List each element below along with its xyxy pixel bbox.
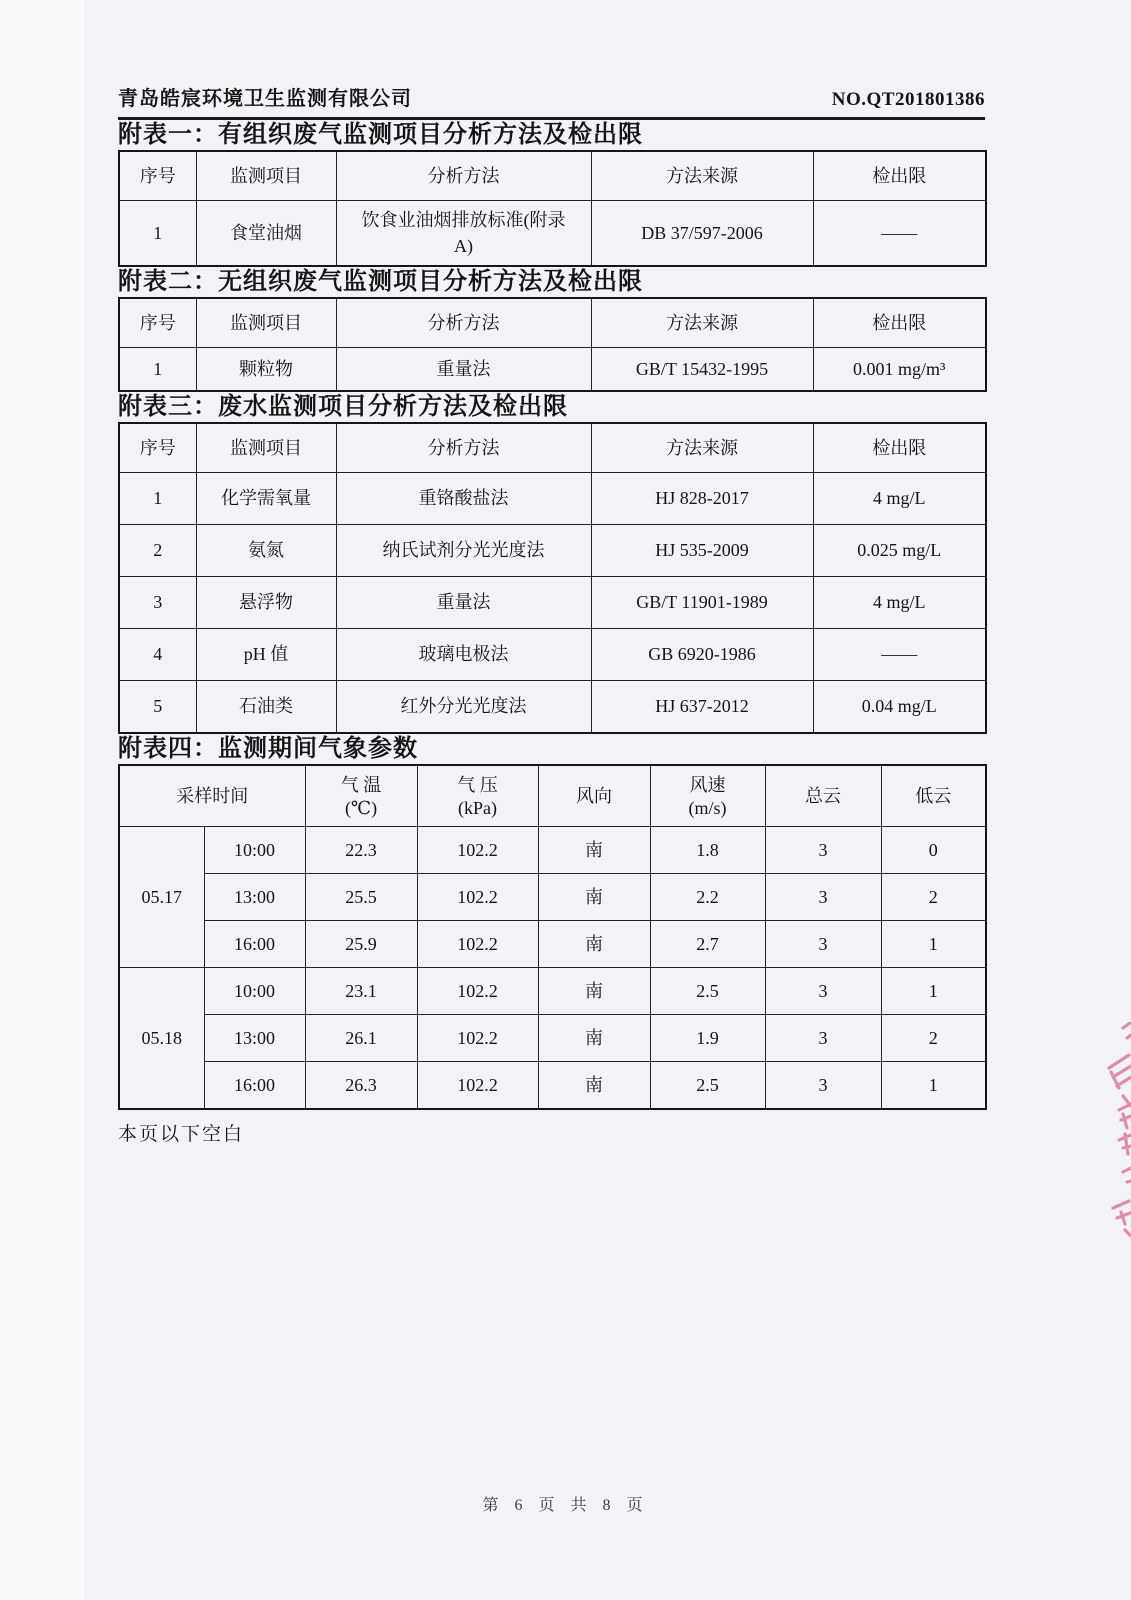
column-unit: (m/s) <box>688 798 727 818</box>
column-header-limit: 检出限 <box>813 298 986 348</box>
cell-date: 05.18 <box>119 968 204 1110</box>
table-row <box>119 827 986 874</box>
cell-date: 05.17 <box>119 827 204 968</box>
section-title-fugitive-gas: 附表二：无组织废气监测项目分析方法及检出限 <box>118 269 643 295</box>
partial-stamp-mark <box>1083 1022 1131 1240</box>
column-header-low-cloud: 低云 <box>881 765 986 827</box>
cell-wind-direction: 南 <box>538 1015 650 1062</box>
column-header-limit: 检出限 <box>813 423 986 473</box>
table-row <box>119 348 986 392</box>
cell-temperature: 26.3 <box>305 1062 417 1110</box>
cell-time: 13:00 <box>204 1015 305 1062</box>
cell-limit: —— <box>813 629 986 681</box>
table-weather <box>118 764 987 1110</box>
cell-limit: 0.04 mg/L <box>813 681 986 734</box>
cell-total-cloud: 3 <box>765 827 881 874</box>
cell-time: 16:00 <box>204 1062 305 1110</box>
cell-item: 化学需氧量 <box>196 473 336 525</box>
column-header-source: 方法来源 <box>591 151 813 201</box>
cell-item: pH 值 <box>196 629 336 681</box>
page-content <box>118 82 985 1146</box>
cell-source: HJ 535-2009 <box>591 525 813 577</box>
cell-item: 食堂油烟 <box>196 201 336 267</box>
column-header-wind-speed <box>650 765 765 827</box>
cell-pressure: 102.2 <box>417 921 538 968</box>
column-header-item: 监测项目 <box>196 151 336 201</box>
column-header-source: 方法来源 <box>591 423 813 473</box>
page-number: 第 6 页 共 8 页 <box>482 1497 649 1514</box>
cell-temperature: 26.1 <box>305 1015 417 1062</box>
cell-time: 10:00 <box>204 827 305 874</box>
cell-seq: 5 <box>119 681 196 734</box>
column-header-temperature <box>305 765 417 827</box>
cell-pressure: 102.2 <box>417 1062 538 1110</box>
cell-item: 氨氮 <box>196 525 336 577</box>
cell-total-cloud: 3 <box>765 921 881 968</box>
cell-low-cloud: 2 <box>881 1015 986 1062</box>
column-header-seq: 序号 <box>119 423 196 473</box>
table-fugitive-gas <box>118 297 987 392</box>
cell-limit: 4 mg/L <box>813 473 986 525</box>
cell-low-cloud: 2 <box>881 874 986 921</box>
cell-wind-speed: 1.9 <box>650 1015 765 1062</box>
cell-wind-speed: 2.2 <box>650 874 765 921</box>
cell-wind-direction: 南 <box>538 874 650 921</box>
table-organized-gas <box>118 150 987 267</box>
table-row <box>119 1062 986 1110</box>
cell-temperature: 22.3 <box>305 827 417 874</box>
column-label: 气 压 <box>457 775 498 795</box>
cell-time: 13:00 <box>204 874 305 921</box>
column-header-method: 分析方法 <box>336 423 591 473</box>
table-row <box>119 525 986 577</box>
column-header-pressure <box>417 765 538 827</box>
column-header-wind-direction: 风向 <box>538 765 650 827</box>
cell-method: 玻璃电极法 <box>336 629 591 681</box>
table-row <box>119 473 986 525</box>
cell-limit: 0.025 mg/L <box>813 525 986 577</box>
column-header-item: 监测项目 <box>196 423 336 473</box>
cell-low-cloud: 1 <box>881 1062 986 1110</box>
cell-source: HJ 637-2012 <box>591 681 813 734</box>
column-header-total-cloud: 总云 <box>765 765 881 827</box>
cell-time: 16:00 <box>204 921 305 968</box>
table-header-row <box>119 298 986 348</box>
column-unit: (kPa) <box>458 798 497 818</box>
section-title-weather: 附表四：监测期间气象参数 <box>118 736 418 762</box>
cell-low-cloud: 1 <box>881 968 986 1015</box>
column-header-limit: 检出限 <box>813 151 986 201</box>
cell-wind-direction: 南 <box>538 921 650 968</box>
cell-limit: —— <box>813 201 986 267</box>
cell-source: DB 37/597-2006 <box>591 201 813 267</box>
column-label: 风速 <box>689 775 726 795</box>
cell-method: 饮食业油烟排放标准(附录A) <box>336 201 591 267</box>
cell-seq: 4 <box>119 629 196 681</box>
section-title-organized-gas: 附表一：有组织废气监测项目分析方法及检出限 <box>118 122 643 148</box>
cell-limit: 4 mg/L <box>813 577 986 629</box>
table-row <box>119 681 986 734</box>
cell-pressure: 102.2 <box>417 1015 538 1062</box>
cell-seq: 1 <box>119 348 196 392</box>
table-row <box>119 577 986 629</box>
column-header-method: 分析方法 <box>336 298 591 348</box>
cell-seq: 3 <box>119 577 196 629</box>
cell-wind-direction: 南 <box>538 968 650 1015</box>
cell-temperature: 23.1 <box>305 968 417 1015</box>
column-header-item: 监测项目 <box>196 298 336 348</box>
cell-limit: 0.001 mg/m³ <box>813 348 986 392</box>
cell-wind-speed: 2.5 <box>650 1062 765 1110</box>
cell-pressure: 102.2 <box>417 968 538 1015</box>
cell-total-cloud: 3 <box>765 1015 881 1062</box>
table-row <box>119 1015 986 1062</box>
cell-method: 纳氏试剂分光光度法 <box>336 525 591 577</box>
table-row <box>119 921 986 968</box>
cell-wind-direction: 南 <box>538 827 650 874</box>
cell-total-cloud: 3 <box>765 968 881 1015</box>
cell-wind-speed: 2.7 <box>650 921 765 968</box>
cell-seq: 1 <box>119 473 196 525</box>
cell-temperature: 25.5 <box>305 874 417 921</box>
cell-item: 石油类 <box>196 681 336 734</box>
cell-method: 红外分光光度法 <box>336 681 591 734</box>
cell-seq: 1 <box>119 201 196 267</box>
table-header-row <box>119 423 986 473</box>
cell-method: 重铬酸盐法 <box>336 473 591 525</box>
cell-wind-speed: 1.8 <box>650 827 765 874</box>
table-row <box>119 874 986 921</box>
column-header-source: 方法来源 <box>591 298 813 348</box>
cell-total-cloud: 3 <box>765 1062 881 1110</box>
cell-source: HJ 828-2017 <box>591 473 813 525</box>
column-header-method: 分析方法 <box>336 151 591 201</box>
cell-pressure: 102.2 <box>417 827 538 874</box>
table-header-row <box>119 765 986 827</box>
cell-pressure: 102.2 <box>417 874 538 921</box>
company-name: 青岛皓宸环境卫生监测有限公司 <box>118 88 412 110</box>
section-title-wastewater: 附表三：废水监测项目分析方法及检出限 <box>118 394 568 420</box>
column-header-seq: 序号 <box>119 298 196 348</box>
cell-low-cloud: 0 <box>881 827 986 874</box>
cell-time: 10:00 <box>204 968 305 1015</box>
cell-item: 悬浮物 <box>196 577 336 629</box>
table-row <box>119 629 986 681</box>
cell-source: GB/T 15432-1995 <box>591 348 813 392</box>
table-header-row <box>119 151 986 201</box>
table-wastewater <box>118 422 987 734</box>
cell-item: 颗粒物 <box>196 348 336 392</box>
cell-method: 重量法 <box>336 348 591 392</box>
report-number: NO.QT201801386 <box>831 89 985 110</box>
end-of-page-note: 本页以下空白 <box>118 1124 245 1145</box>
cell-temperature: 25.9 <box>305 921 417 968</box>
table-row <box>119 201 986 267</box>
cell-method: 重量法 <box>336 577 591 629</box>
cell-low-cloud: 1 <box>881 921 986 968</box>
cell-source: GB/T 11901-1989 <box>591 577 813 629</box>
column-label: 气 温 <box>340 775 382 795</box>
table-row <box>119 968 986 1015</box>
column-header-sample-time: 采样时间 <box>119 765 305 827</box>
cell-wind-direction: 南 <box>538 1062 650 1110</box>
column-header-seq: 序号 <box>119 151 196 201</box>
cell-source: GB 6920-1986 <box>591 629 813 681</box>
cell-seq: 2 <box>119 525 196 577</box>
document-header <box>118 82 985 120</box>
column-unit: (℃) <box>344 798 378 818</box>
cell-total-cloud: 3 <box>765 874 881 921</box>
cell-wind-speed: 2.5 <box>650 968 765 1015</box>
